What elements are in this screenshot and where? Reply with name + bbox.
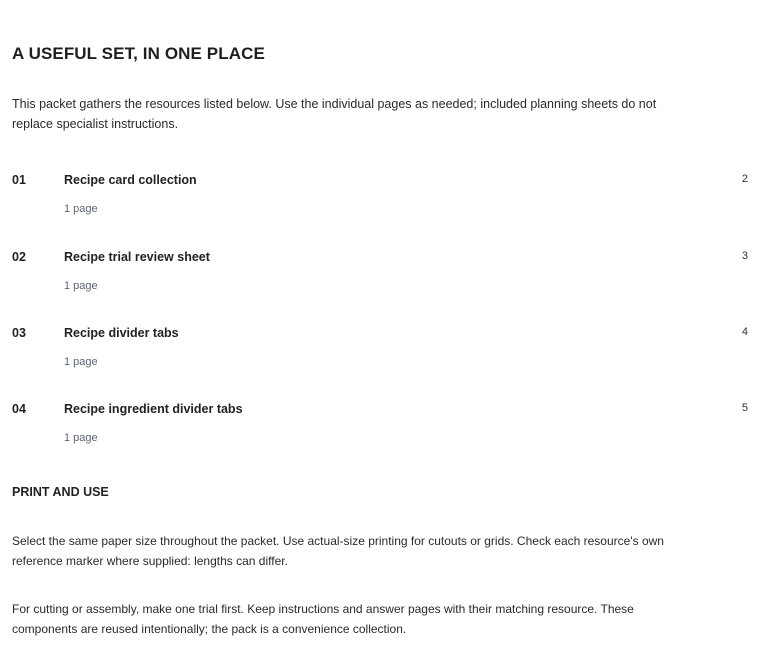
toc-entry bbox=[12, 250, 748, 310]
toc-entry-title: Recipe trial review sheet bbox=[64, 250, 210, 264]
toc-entry bbox=[12, 326, 748, 386]
toc-entry bbox=[12, 402, 748, 462]
toc-entry-title: Recipe ingredient divider tabs bbox=[64, 402, 243, 416]
print-section-heading: PRINT AND USE bbox=[12, 485, 109, 499]
toc-entry bbox=[12, 173, 748, 233]
toc-entry-page-count: 1 page bbox=[64, 203, 98, 215]
toc-entry-page-number: 2 bbox=[741, 173, 748, 185]
toc-entry-page-number: 5 bbox=[741, 402, 748, 414]
toc-entry-number: 03 bbox=[12, 326, 26, 340]
toc-entry-page-count: 1 page bbox=[64, 432, 98, 444]
toc-entry-number: 04 bbox=[12, 402, 26, 416]
page-title: A USEFUL SET, IN ONE PLACE bbox=[12, 44, 265, 63]
toc-entry-title: Recipe divider tabs bbox=[64, 326, 179, 340]
toc-entry-page-count: 1 page bbox=[64, 280, 98, 292]
toc-entry-number: 01 bbox=[12, 173, 26, 187]
toc-entry-title: Recipe card collection bbox=[64, 173, 197, 187]
toc-entry-number: 02 bbox=[12, 250, 26, 264]
toc-entry-page-number: 3 bbox=[741, 250, 748, 262]
print-paragraph: Select the same paper size throughout the packet. Use actual-size printing for cutouts or grids. Check each resource's own reference marker where supplied: lengths can differ. bbox=[12, 534, 664, 568]
print-paragraph: For cutting or assembly, make one trial first. Keep instructions and answer pages with their matching resource. These components are reused intentionally; the pack is a convenience collection. bbox=[12, 602, 634, 636]
toc-entry-page-count: 1 page bbox=[64, 356, 98, 368]
intro-paragraph: This packet gathers the resources listed below. Use the individual pages as needed; included planning sheets do not replace specialist instructions. bbox=[12, 97, 657, 131]
toc-entry-page-number: 4 bbox=[741, 326, 748, 338]
